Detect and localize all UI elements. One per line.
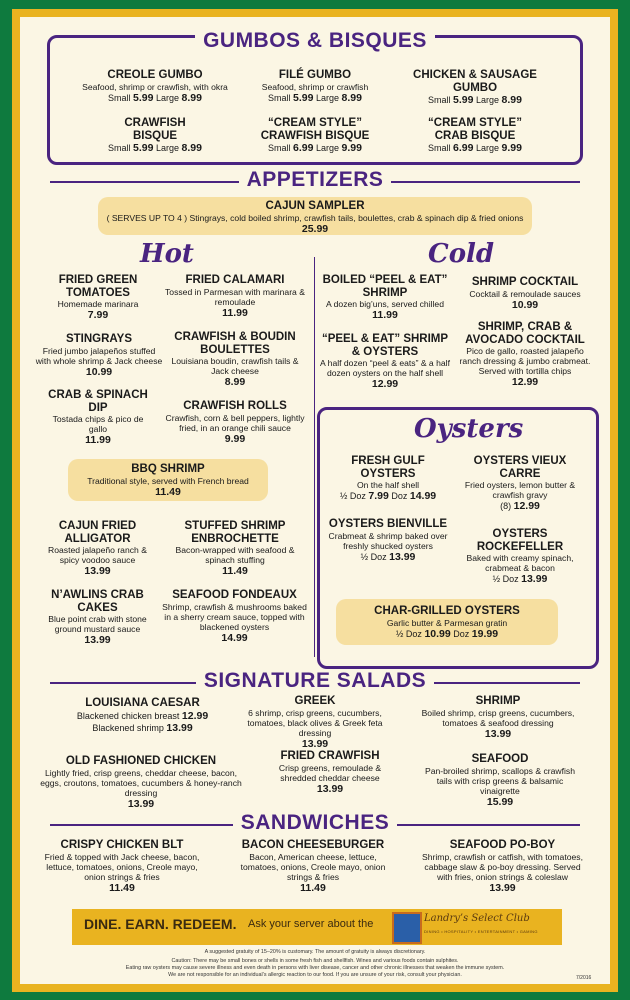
cold-item: SHRIMP, CRAB & AVOCADO COCKTAIL Pico de gallo, roasted jalapeño ranch dressing & jumbo crabmeat. Served with tortilla chips 12.99 — [459, 321, 591, 388]
hot-item: FRIED CALAMARI Tossed in Parmesan with marinara & remoulade 11.99 — [165, 274, 305, 319]
banner-text: Ask your server about the — [248, 918, 374, 930]
hot-item: STUFFED SHRIMP ENBROCHETTE Bacon-wrapped with seafood & spinach stuffing 11.49 — [175, 520, 295, 577]
oysters-heading: Oysters — [414, 414, 524, 444]
hot-item: N’AWLINS CRAB CAKES Blue point crab with stone ground mustard sauce 13.99 — [48, 589, 147, 646]
gumbo-item: CREOLE GUMBO Seafood, shrimp or crawfish, with okra Small 5.99 Large 8.99 — [82, 69, 228, 104]
sandwiches-title: SANDWICHES — [20, 811, 610, 835]
oyster-item: OYSTERS ROCKEFELLER Baked with creamy spinach, crabmeat & bacon ½ Doz 13.99 — [466, 528, 574, 585]
cold-item: BOILED “PEEL & EAT” SHRIMP A dozen big’uns, served chilled 11.99 — [322, 274, 448, 321]
chargrilled-oysters: CHAR-GRILLED OYSTERS Garlic butter & Parmesan gratin ½ Doz 10.99 Doz 19.99 — [374, 605, 520, 640]
hot-item: CRAWFISH & BOUDIN BOULETTES Louisiana boudin, crawfish tails & Jack cheese 8.99 — [171, 331, 299, 388]
cold-heading: Cold — [428, 239, 495, 269]
salad-item: LOUISIANA CAESAR Blackened chicken breast 12.99 Blackened shrimp 13.99 — [76, 697, 209, 734]
hot-item: CRAB & SPINACH DIP Tostada chips & pico de gallo 11.99 — [48, 389, 148, 446]
gratuity-note: A suggested gratuity of 15–20% is customary. The amount of gratuity is always discretionary. — [204, 949, 426, 955]
hot-item: CRAWFISH ROLLS Crawfish, corn & bell peppers, lightly fried, in an orange chili sauce 9.99 — [165, 400, 305, 445]
gumbo-item: CRAWFISH BISQUE Small 5.99 Large 8.99 — [108, 117, 202, 154]
hot-item: STINGRAYS Fried jumbo jalapeños stuffed with whole shrimp & Jack cheese 10.99 — [35, 333, 163, 378]
select-club-logo-text: Landry’s Select Club — [424, 913, 530, 924]
salads-title: SIGNATURE SALADS — [20, 669, 610, 693]
banner-headline: DINE. EARN. REDEEM. — [84, 916, 237, 932]
oyster-item: OYSTERS BIENVILLE Crabmeat & shrimp baked over freshly shucked oysters ½ Doz 13.99 — [328, 518, 448, 563]
hot-item: SEAFOOD FONDEAUX Shrimp, crawfish & mushrooms baked in a sherry cream sauce, topped with blackened oysters 14.99 — [162, 589, 307, 644]
hot-heading: Hot — [140, 239, 194, 269]
caution-note: Eating raw oysters may cause severe illness and even death in persons with liver disease, cancer and other chronic illnesses that weaken the immune system. — [125, 965, 505, 971]
salad-item: GREEK 6 shrimp, crisp greens, cucumbers, tomatoes, black olives & Greek feta dressing 13.99 — [247, 695, 383, 750]
cajun-sampler: CAJUN SAMPLER ( SERVES UP TO 4 ) Stingrays, cold boiled shrimp, crawfish tails, boulettes, crab & spinach dip & fried onions 25.99 — [106, 200, 524, 235]
hot-item: CAJUN FRIED ALLIGATOR Roasted jalapeño ranch & spicy voodoo sauce 13.99 — [48, 520, 147, 577]
print-date: 7/2016 — [576, 975, 592, 981]
sandwich-item: BACON CHEESEBURGER Bacon, American cheese, lettuce, tomatoes, onions, Creole mayo, onion strings & fries 11.49 — [240, 839, 386, 894]
salad-item: SEAFOOD Pan-broiled shrimp, scallops & crawfish tails with crisp greens & balsamic vinaigrette 15.99 — [425, 753, 575, 808]
gumbo-item: “CREAM STYLE” CRAWFISH BISQUE Small 6.99 Large 9.99 — [260, 117, 370, 154]
oyster-item: FRESH GULF OYSTERS On the half shell ½ Doz 7.99 Doz 14.99 — [339, 455, 437, 502]
bbq-shrimp: BBQ SHRIMP Traditional style, served with French bread 11.49 — [87, 463, 249, 498]
cold-item: SHRIMP COCKTAIL Cocktail & remoulade sauces 10.99 — [469, 276, 581, 311]
appetizers-title: APPETIZERS — [20, 168, 610, 192]
hot-item: FRIED GREEN TOMATOES Homemade marinara 7.99 — [57, 274, 139, 321]
caution-note: We are not responsible for an individual’s allergic reaction to our food. If you are unsure of your risk, consult your physician. — [168, 972, 462, 978]
caution-note: Caution: There may be small bones or shells in some fresh fish and shellfish. Wines and various foods contain sulphites. — [171, 958, 459, 964]
gumbo-item: CHICKEN & SAUSAGE GUMBO Small 5.99 Large 8.99 — [413, 69, 537, 106]
select-club-logo-sub: DINING • HOSPITALITY • ENTERTAINMENT • GAMING — [424, 929, 538, 934]
salad-item: OLD FASHIONED CHICKEN Lightly fried, crisp greens, cheddar cheese, bacon, eggs, croutons, tomatoes, cucumbers & honey-ranch dressing 13.99 — [40, 755, 242, 810]
hot-cold-divider — [314, 257, 315, 657]
salad-item: SHRIMP Boiled shrimp, crisp greens, cucumbers, tomatoes & seafood dressing 13.99 — [421, 695, 575, 740]
sandwich-item: CRISPY CHICKEN BLT Fried & topped with Jack cheese, bacon, lettuce, tomatoes, onions, Creole mayo, onion strings & fries 11.49 — [44, 839, 200, 894]
sandwich-item: SEAFOOD PO-BOY Shrimp, crawfish or catfish, with tomatoes, cabbage slaw & po-boy dressing. Served with fries, onion strings & coleslaw 13.99 — [422, 839, 583, 894]
gumbo-item: FILÉ GUMBO Seafood, shrimp or crawfish Small 5.99 Large 8.99 — [261, 69, 369, 104]
menu-page — [20, 17, 610, 984]
gumbo-item: “CREAM STYLE” CRAB BISQUE Small 6.99 Large 9.99 — [428, 117, 522, 154]
salad-item: FRIED CRAWFISH Crisp greens, remoulade & shredded cheddar cheese 13.99 — [278, 750, 382, 795]
select-club-logo — [392, 912, 422, 944]
gumbos-title: GUMBOS & BISQUES — [20, 29, 610, 53]
cold-item: “PEEL & EAT” SHRIMP & OYSTERS A half dozen “peel & eats” & a half dozen oysters on the half shell 12.99 — [320, 333, 450, 390]
oyster-item: OYSTERS VIEUX CARRE Fried oysters, lemon butter & crawfish gravy (8) 12.99 — [464, 455, 576, 512]
